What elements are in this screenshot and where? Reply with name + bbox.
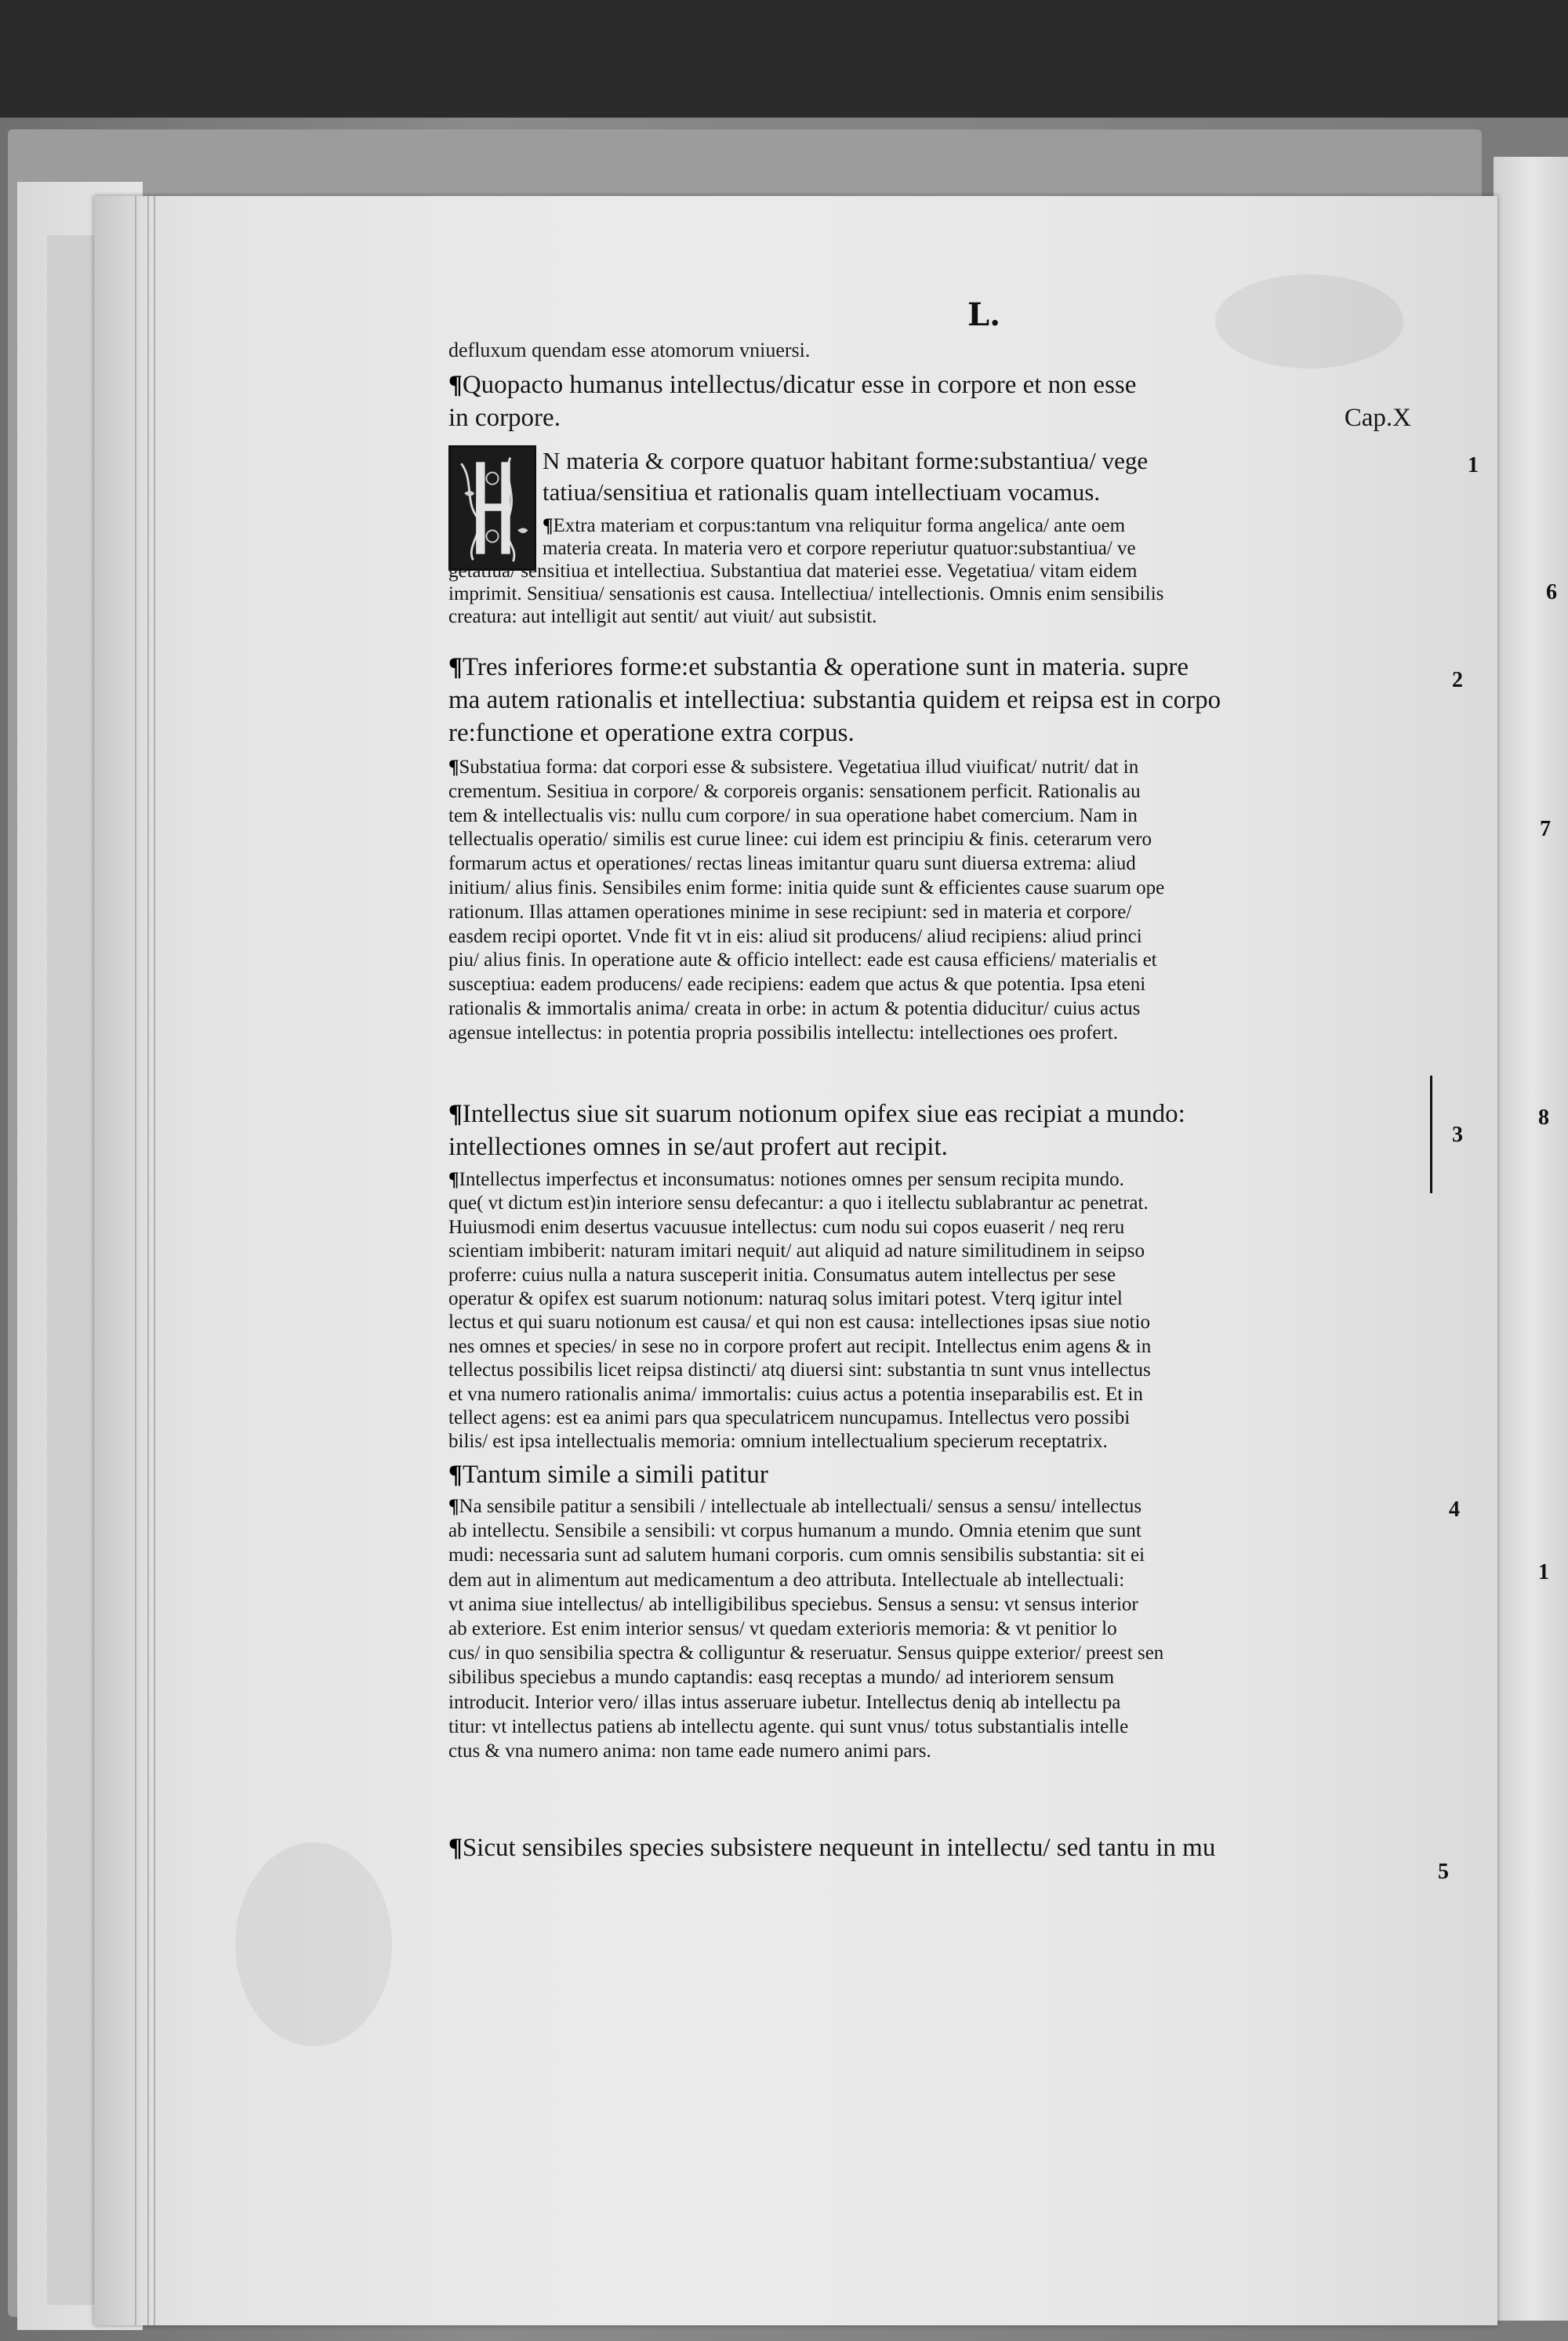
text-line: susceptiua: eadem producens/ eade recipiens: eadem que actus & que potentia. Ipsa eteni: [448, 974, 1146, 996]
text-line: piu/ alius finis. In operatione aute & officio intellect: eade est causa efficiens/ materialis et: [448, 949, 1157, 971]
chapter-heading: [448, 368, 1411, 434]
margin-number: 4: [1449, 1497, 1460, 1522]
margin-number: 1: [1468, 453, 1479, 477]
gutter-line: [147, 196, 149, 2325]
text-line: rationalis & immortalis anima/ creata in orbe: in actum & potentia diducitur/ cuius actus: [448, 997, 1141, 1019]
text-line: materia creata. In materia vero et corpore reperiutur quatuor:substantiua/ ve: [543, 538, 1136, 559]
text-line: mudi: necessaria sunt ad salutem humani corporis. cum omnis sensibilis substantia: sit ei: [448, 1544, 1145, 1566]
page-gutter: [94, 196, 141, 2325]
section-5-text: [448, 1831, 1215, 1864]
pilcrow-icon: ¶: [448, 1100, 463, 1128]
text-line: agensue intellectus: in potentia propria possibilis intellectu: intellectiones oes profert.: [448, 1022, 1118, 1043]
text-line: intellectiones omnes in se/aut profert aut recipit.: [448, 1133, 948, 1161]
gutter-line: [154, 196, 155, 2325]
pilcrow-icon: ¶: [448, 757, 459, 778]
text-line: rationum. Illas attamen operationes minime in sese recipiunt: sed in materia et corpore/: [448, 901, 1132, 923]
text-line: ma autem rationalis et intellectiua: substantia quidem et reipsa est in corpo: [448, 686, 1221, 714]
section-1-comment: [543, 514, 1136, 560]
text-line: tem & intellectualis vis: nullu cum corpore/ in sua operatione habet comercium. Nam in: [448, 804, 1138, 826]
decorated-initial: [448, 445, 536, 571]
chapter-heading-line2: in corpore.: [448, 404, 561, 432]
section-1-comment-cont: [448, 560, 1163, 628]
chapter-heading-line1: Quopacto humanus intellectus/dicatur esse in corpore et non esse: [462, 371, 1137, 399]
text-line: Na sensibile patitur a sensibili / intellectuale ab intellectuali/ sensus a sensu/ intellectus: [459, 1496, 1142, 1517]
section-4-comment: [448, 1494, 1163, 1763]
text-line: formarum actus et operationes/ rectas lineas imitantur quaru sunt diuersa extrema: aliud: [448, 853, 1136, 875]
text-line: ab exteriore. Est enim interior sensus/ vt quedam exterioris memoria: & vt penitior lo: [448, 1618, 1117, 1640]
text-line: ctus & vna numero anima: non tame eade numero animi pars.: [448, 1740, 931, 1762]
text-line: easdem recipi oportet. Vnde fit vt in eis: aliud sit producens/ aliud recipiens: aliud princi: [448, 925, 1142, 947]
text-line: que( vt dictum est)in interiore sensu defecantur: a quo i itellectu sublabrantur ac penetrat.: [448, 1192, 1149, 1214]
pilcrow-icon: ¶: [448, 1834, 463, 1862]
text-line: Sicut sensibiles species subsistere nequeunt in intellectu/ sed tantu in mu: [462, 1834, 1216, 1862]
chapter-number: Cap.X: [1344, 404, 1411, 432]
text-line: creatura: aut intelligit aut sentit/ aut viuit/ aut subsistit.: [448, 606, 877, 627]
section-2-text: [448, 651, 1221, 749]
margin-number: 6: [1546, 580, 1557, 604]
text-line: tatiua/sensitiua et rationalis quam intellectiuam vocamus.: [543, 478, 1101, 506]
text-line: dem aut in alimentum aut medicamentum a deo attributa. Intellectuale ab intellectuali:: [448, 1569, 1125, 1591]
text-line: tellectualis operatio/ similis est curue linee: cui idem est principiu & finis. ceterarum vero: [448, 829, 1152, 851]
section-3-comment: [448, 1168, 1151, 1454]
text-line: ab intellectu. Sensibile a sensibili: vt corpus humanum a mundo. Omnia etenim que sunt: [448, 1520, 1142, 1542]
text-line: Tres inferiores forme:et substantia & operatione sunt in materia. supre: [462, 653, 1189, 681]
pilcrow-icon: ¶: [448, 1461, 463, 1489]
text-line: tellectus possibilis licet reipsa distincti/ atq diuersi sint: substantia tn sunt vnus intellectus: [448, 1359, 1151, 1381]
next-page-edge: [1494, 157, 1568, 2321]
text-line: vt anima siue intellectus/ ab intelligibilibus speciebus. Sensus a sensu: vt sensus interior: [448, 1593, 1138, 1615]
text-line: cus/ in quo sensibilia spectra & colliguntur & reseruatur. Sensus quippe exterior/ preest sen: [448, 1642, 1164, 1664]
text-line: crementum. Sesitiua in corpore/ & corporeis organis: sensationem perficit. Rationalis au: [448, 780, 1141, 802]
text-line: Extra materiam et corpus:tantum vna reliquitur forma angelica/ ante oem: [553, 515, 1126, 536]
text-line: initium/ alius finis. Sensibiles enim forme: initia quide sunt & efficientes cause suarum ope: [448, 877, 1165, 898]
pilcrow-icon: ¶: [448, 1169, 459, 1190]
text-line: lectus et qui suaru notionum est causa/ et qui non est causa: intellectiones ipsas siue notio: [448, 1312, 1150, 1334]
text-line: Substatiua forma: dat corpori esse & subsistere. Vegetatiua illud viuificat/ nutrit/ dat in: [459, 757, 1139, 778]
gutter-line: [135, 196, 136, 2325]
margin-number: 3: [1452, 1123, 1463, 1147]
margin-number: 7: [1540, 817, 1551, 841]
pilcrow-icon: ¶: [448, 371, 463, 399]
margin-bracket: [1425, 1076, 1432, 1193]
text-line: bilis/ est ipsa intellectualis memoria: omnium intellectualium specierum receptatrix.: [448, 1431, 1108, 1453]
margin-number: 8: [1538, 1105, 1549, 1130]
pilcrow-icon: ¶: [448, 1496, 459, 1517]
section-1-text: [543, 445, 1148, 508]
margin-number: 2: [1452, 668, 1463, 692]
text-line: Tantum simile a simili patitur: [462, 1461, 768, 1489]
text-line: re:functione et operatione extra corpus.: [448, 719, 855, 747]
folio-number: L.: [967, 296, 1001, 333]
margin-number: 1: [1538, 1560, 1549, 1584]
text-line: titur: vt intellectus patiens ab intellectu agente. qui sunt vnus/ totus substantialis intelle: [448, 1715, 1129, 1737]
pilcrow-icon: ¶: [448, 653, 463, 681]
text-line: Intellectus imperfectus et inconsumatus: notiones omnes per sensum recipita mundo.: [459, 1169, 1124, 1190]
text-line: scientiam imbiberit: naturam imitari nequit/ aut aliquid ad nature similitudinem in seipso: [448, 1240, 1145, 1262]
section-2-comment: [448, 756, 1164, 1046]
text-line: tellect agens: est ea animi pars qua speculatricem nuncupamus. Intellectus vero possibi: [448, 1407, 1131, 1429]
text-line: et vna numero rationalis anima/ immortalis: cuius actus a potentia inseparabilis est. Et in: [448, 1383, 1143, 1405]
pilcrow-icon: ¶: [543, 515, 554, 536]
paper-stain: [1215, 274, 1403, 368]
text-line: operatur & opifex est suarum notionum: naturaq solus imitari potest. Vterq igitur intel: [448, 1288, 1123, 1310]
text-line: Intellectus siue sit suarum notionum opifex siue eas recipiat a mundo:: [462, 1100, 1185, 1128]
text-line: Huiusmodi enim desertus vacuusue intellectus: cum nodu sui copos euaserit / neq reru: [448, 1216, 1125, 1238]
margin-number: 5: [1438, 1860, 1449, 1884]
section-4-text: [448, 1458, 768, 1491]
text-line: sibilibus speciebus a mundo captandis: easq receptas a mundo/ ad interiorem sensum: [448, 1667, 1115, 1689]
text-line: introducit. Interior vero/ illas intus asseruare iubetur. Intellectus deniq ab intellectu pa: [448, 1691, 1121, 1713]
text-line: nes omnes et species/ in sese no in corpore profert aut recipit. Intellectus enim agens & in: [448, 1335, 1152, 1357]
text-line: getatiua/ sensitiua et intellectiua. Substantiua dat materiei esse. Vegetatiua/ vitam eidem: [448, 561, 1138, 582]
continuation-line: defluxum quendam esse atomorum vniuersi.: [448, 339, 811, 361]
paper-stain: [235, 1842, 392, 2046]
text-line: imprimit. Sensitiua/ sensationis est causa. Intellectiua/ intellectionis. Omnis enim sensibilis: [448, 583, 1164, 604]
text-line: N materia & corpore quatuor habitant forme:substantiua/ vege: [543, 447, 1149, 474]
section-3-text: [448, 1098, 1185, 1163]
text-line: proferre: cuius nulla a natura susceperit initia. Consumatus autem intellectus per sese: [448, 1264, 1116, 1286]
